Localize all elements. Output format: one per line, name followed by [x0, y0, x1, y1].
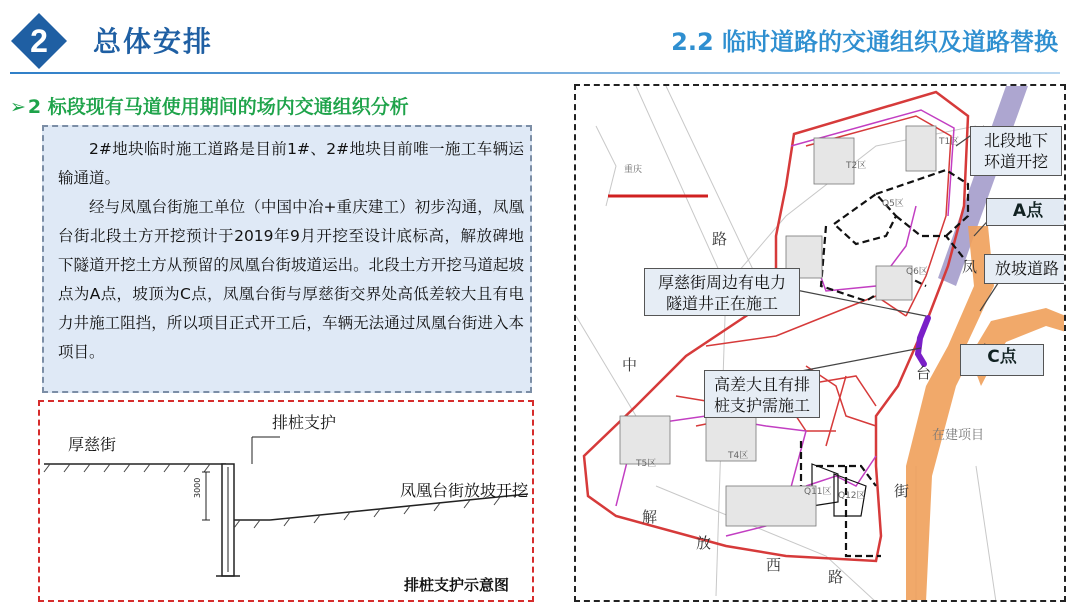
- street-char-zhong: 中: [622, 356, 638, 374]
- paragraph-2: 经与凤凰台街施工单位（中国中冶+重庆建工）初步沟通，凤凰台街北段土方开挖预计于2019年9月开挖至设计底标高，解放碑地下隧道开挖土方从预留的凤凰台街坡道运出。北段土方开挖马道起坡点为A点，坡顶为C点，凤凰台街与厚慈街交界处高低差较大且有电力井施工阻挡，所以项目正式开工后，车辆无法通过凤凰台街进入本项目。: [58, 198, 524, 361]
- paragraph-1: 2#地块临时施工道路是目前1#、2#地块目前唯一施工车辆运输通道。: [58, 140, 524, 187]
- callout-slope-road: 放坡道路: [984, 254, 1066, 284]
- zone-label-t5: T5区: [636, 459, 657, 469]
- street-char-jie-street: 街: [894, 482, 910, 500]
- description-textbox: [42, 125, 532, 393]
- callout-power-tunnel: 厚慈街周边有电力隧道井正在施工: [644, 268, 800, 316]
- zone-label-q6: Q6区: [906, 267, 928, 277]
- slope-excavation-label: 凤凰台街放坡开挖: [400, 481, 529, 500]
- street-label-houci: 厚慈街: [68, 435, 117, 454]
- zone-label-t4: T4区: [728, 451, 749, 461]
- pile-support-sketch: [38, 400, 534, 602]
- section-title: 2.2 临时道路的交通组织及道路替换: [671, 28, 1058, 56]
- zone-label-t2: T2区: [846, 161, 867, 171]
- callout-point-a: A点: [986, 198, 1066, 226]
- zone-label-q11: Q11区: [804, 487, 832, 497]
- subheading-text: 2 标段现有马道使用期间的场内交通组织分析: [27, 96, 409, 118]
- street-char-xi: 西: [766, 556, 782, 574]
- street-char-fang: 放: [696, 534, 712, 552]
- section-number-badge: [10, 12, 68, 70]
- subheading: [10, 92, 409, 119]
- callout-north-tunnel: 北段地下环道开挖: [970, 126, 1062, 176]
- street-char-jie: 解: [642, 508, 658, 526]
- svg-text:3000: 3000: [193, 477, 202, 498]
- map-small-label: 重庆: [624, 165, 643, 175]
- page-title: 总体安排: [93, 25, 214, 58]
- zone-label-t1: T1区: [939, 137, 960, 147]
- zone-label-q12: Q12区: [838, 491, 866, 501]
- site-plan-map: [574, 84, 1066, 602]
- badge-number: 2: [30, 23, 48, 59]
- pile-support-label: 排桩支护: [272, 413, 337, 432]
- construction-project-label: 在建项目: [932, 428, 985, 443]
- zone-label-q5: Q5区: [882, 199, 904, 209]
- street-char-feng: 凤: [962, 258, 978, 276]
- street-char-lu2: 路: [828, 568, 844, 586]
- arrow-icon: ➢: [10, 96, 26, 118]
- callout-pile-support: 高差大且有排桩支护需施工: [704, 370, 820, 418]
- header-divider: [10, 72, 1060, 74]
- sketch-caption: 排桩支护示意图: [404, 576, 510, 594]
- street-char-tai: 台: [916, 364, 932, 382]
- callout-point-c: C点: [960, 344, 1044, 376]
- street-char-lu: 路: [712, 230, 728, 248]
